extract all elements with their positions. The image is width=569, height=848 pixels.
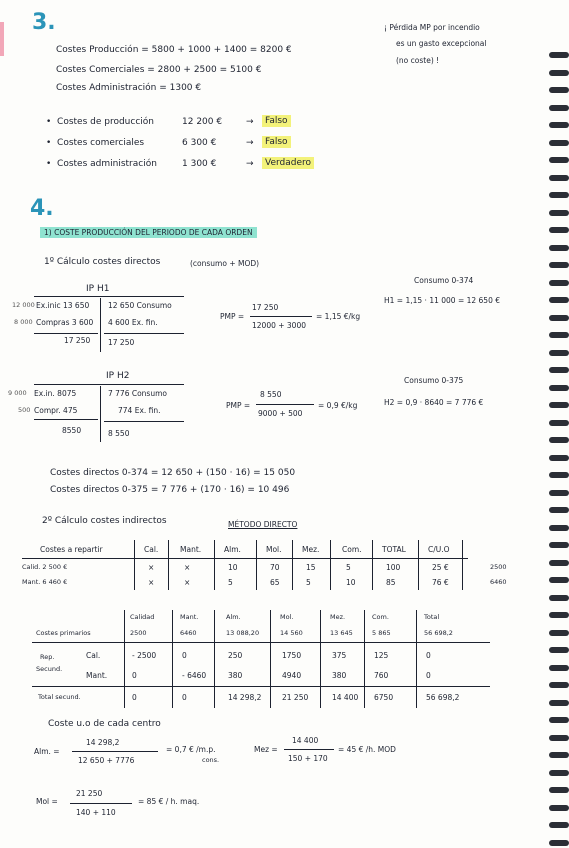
column-header: Total [424, 613, 440, 621]
table-rule [416, 610, 417, 708]
table-rule [134, 540, 135, 590]
consumo-calc: H1 = 1,15 · 11 000 = 12 650 € [384, 296, 501, 305]
row-header: Secund. [36, 665, 63, 673]
table-cell: 10 [346, 578, 356, 587]
q3-note: es un gasto excepcional [396, 39, 487, 48]
question-number-3: 3. [32, 10, 56, 35]
binding-ring [549, 227, 569, 233]
t-account-total: 8 550 [108, 429, 130, 438]
table-cell: 76 € [432, 578, 449, 587]
t-account-entry: Compr. 475 [34, 406, 78, 415]
q3-line: Costes Producción = 5800 + 1000 + 1400 = 8200 € [56, 45, 292, 55]
binding-ring [549, 735, 569, 741]
arrow-icon: → [246, 117, 254, 127]
binding-ring [549, 840, 569, 846]
table-cell: 0 [182, 651, 187, 660]
table-cell: 380 [332, 671, 347, 680]
consumo-label: Consumo 0-374 [414, 276, 474, 285]
formula-result: = 0,7 € /m.p. [166, 745, 216, 754]
table-cell: × [184, 563, 191, 572]
binding-ring [549, 297, 569, 303]
binding-ring [549, 245, 569, 251]
column-header: Alm. [226, 613, 241, 621]
bullet-item: • Costes administración [46, 159, 157, 169]
table-cell: 5 [306, 578, 311, 587]
binding-ring [549, 210, 569, 216]
column-header: Calidad [130, 613, 155, 621]
fraction-denominator: 140 + 110 [76, 808, 116, 817]
table-cell: × [184, 578, 191, 587]
table-cell: 125 [374, 651, 389, 660]
table-cell: 4940 [282, 671, 302, 680]
binding-ring [549, 612, 569, 618]
table-cell: - 2500 [132, 651, 157, 660]
side-value: 6460 [490, 578, 507, 586]
bullet-item: • Costes comerciales [46, 138, 145, 148]
fraction-numerator: 8 550 [260, 390, 282, 399]
table-cell: 375 [332, 651, 347, 660]
fraction-numerator: 14 298,2 [86, 738, 120, 747]
column-header: Mol. [280, 613, 294, 621]
step-title: 1º Cálculo costes directos [44, 257, 161, 267]
binding-ring [549, 367, 569, 373]
outer-value: 500 [18, 406, 31, 414]
table-cell: 0 [426, 671, 431, 680]
formula-label: Mez = [254, 745, 278, 754]
section-heading: 1) COSTE PRODUCCIÓN DEL PERIODO DE CADA ORDEN [40, 227, 257, 238]
verdict: Verdadero [262, 157, 314, 169]
bullet-value: 1 300 € [182, 159, 217, 169]
table-cell: 14 400 [332, 693, 359, 702]
table-rule [292, 540, 293, 590]
bullet-value: 12 200 € [182, 117, 223, 127]
verdict: Falso [262, 115, 291, 127]
table-cell: 25 € [432, 563, 449, 572]
binding-ring [549, 385, 569, 391]
table-cell: 0 [426, 651, 431, 660]
verdict: Falso [262, 136, 291, 148]
table-cell: 70 [270, 563, 280, 572]
direct-cost-line: Costes directos 0-374 = 12 650 + (150 · 16) = 15 050 [50, 468, 296, 478]
table-rule [32, 642, 490, 643]
binding-ring [549, 525, 569, 531]
binding-ring [549, 805, 569, 811]
column-header: TOTAL [382, 545, 406, 554]
table-cell: 15 [306, 563, 316, 572]
column-header: Alm. [224, 545, 241, 554]
binding-ring [549, 770, 569, 776]
fraction-denominator: 12000 + 3000 [252, 321, 306, 330]
binding-ring [549, 665, 569, 671]
fraction-denominator: 12 650 + 7776 [78, 756, 135, 765]
binding-ring [549, 105, 569, 111]
row-header: Cal. [86, 651, 101, 660]
binding-ring [549, 87, 569, 93]
binding-ring [549, 332, 569, 338]
step-title: 2º Cálculo costes indirectos [42, 516, 167, 526]
binding-ring [549, 262, 569, 268]
row-header: Rep. [40, 653, 55, 661]
t-account-total: 17 250 [108, 338, 135, 347]
side-value: 2500 [490, 563, 507, 571]
binding-ring [549, 822, 569, 828]
binding-ring [549, 192, 569, 198]
table-rule [372, 540, 373, 590]
table-rule [168, 540, 169, 590]
table-cell: 6750 [374, 693, 394, 702]
row-header: Calid. 2 500 € [22, 563, 68, 571]
column-header: Com. [372, 613, 389, 621]
table-cell: × [148, 578, 155, 587]
table-cell: 5 [228, 578, 233, 587]
fraction-denominator: 150 + 170 [288, 754, 328, 763]
consumo-label: Consumo 0-375 [404, 376, 464, 385]
t-account-total: 17 250 [64, 336, 91, 345]
binding-ring [549, 595, 569, 601]
table-cell: 13 088,20 [226, 629, 260, 637]
binding-ring [549, 682, 569, 688]
table-cell: 2500 [130, 629, 147, 637]
binding-ring [549, 140, 569, 146]
fraction-denominator: 9000 + 500 [258, 409, 303, 418]
binding-ring [549, 455, 569, 461]
binding-ring [549, 700, 569, 706]
binding-ring [549, 560, 569, 566]
table-cell: - 6460 [182, 671, 207, 680]
table-rule [32, 686, 490, 687]
table-cell: 760 [374, 671, 389, 680]
binding-ring [549, 175, 569, 181]
column-header: Com. [342, 545, 362, 554]
binding-ring [549, 542, 569, 548]
binding-ring [549, 507, 569, 513]
table-cell: 10 [228, 563, 238, 572]
table-cell: 13 645 [330, 629, 353, 637]
column-header: Costes a repartir [40, 545, 103, 554]
t-account-total: 8550 [62, 426, 82, 435]
binding-ring [549, 647, 569, 653]
bullet-value: 6 300 € [182, 138, 217, 148]
table-rule [320, 610, 321, 708]
table-cell: 100 [386, 563, 401, 572]
consumo-calc: H2 = 0,9 · 8640 = 7 776 € [384, 398, 484, 407]
column-header: Mant. [180, 613, 199, 621]
table-cell: 5 [346, 563, 351, 572]
row-header: Costes primarios [36, 629, 91, 637]
fraction-numerator: 14 400 [292, 736, 319, 745]
bullet-item: • Costes de producción [46, 117, 154, 127]
column-header: Mol. [266, 545, 282, 554]
binding-ring [549, 787, 569, 793]
t-account-entry: 12 650 Consumo [108, 301, 172, 310]
method-title: MÉTODO DIRECTO [228, 520, 298, 529]
binding-ring [549, 437, 569, 443]
binding-ring [549, 490, 569, 496]
row-header: Total secund. [38, 693, 81, 701]
table-cell: 1750 [282, 651, 302, 660]
pmp-result: = 1,15 €/kg [316, 312, 361, 321]
table-cell: 0 [182, 693, 187, 702]
table-rule [418, 540, 419, 590]
table-rule [330, 540, 331, 590]
binding-ring [549, 472, 569, 478]
table-cell: × [148, 563, 155, 572]
pmp-label: PMP = [226, 401, 251, 410]
binding-ring [549, 420, 569, 426]
q3-line: Costes Administración = 1300 € [56, 83, 202, 93]
ip-title: IP H1 [86, 284, 110, 294]
binding-ring [549, 70, 569, 76]
arrow-icon: → [246, 138, 254, 148]
column-header: Mez. [302, 545, 320, 554]
table-cell: 21 250 [282, 693, 309, 702]
question-number-4: 4. [30, 196, 54, 221]
outer-value: 9 000 [8, 389, 27, 397]
table-cell: 380 [228, 671, 243, 680]
t-account-entry: 774 Ex. fin. [118, 406, 161, 415]
fraction-numerator: 17 250 [252, 303, 279, 312]
formula-result: = 45 € /h. MOD [338, 745, 396, 754]
formula-unit: cons. [202, 756, 220, 764]
outer-value: 12 000 [12, 301, 35, 309]
t-account-entry: 4 600 Ex. fin. [108, 318, 158, 327]
table-rule [462, 540, 463, 590]
binding-ring [549, 157, 569, 163]
binding-ring [549, 630, 569, 636]
cost-unit-title: Coste u.o de cada centro [48, 719, 161, 729]
t-account-entry: 7 776 Consumo [108, 389, 167, 398]
binding-ring [549, 752, 569, 758]
binding-ring [549, 350, 569, 356]
table-cell: 0 [132, 693, 137, 702]
t-account-entry: Compras 3 600 [36, 318, 94, 327]
formula-label: Mol = [36, 797, 58, 806]
table-rule [22, 558, 468, 559]
pmp-label: PMP = [220, 312, 245, 321]
row-header: Mant. [86, 671, 108, 680]
ip-title: IP H2 [106, 371, 130, 381]
table-rule [214, 610, 215, 708]
outer-value: 8 000 [14, 318, 33, 326]
binding-ring [549, 280, 569, 286]
table-cell: 56 698,2 [426, 693, 460, 702]
column-header: Cal. [144, 545, 159, 554]
table-cell: 14 560 [280, 629, 303, 637]
margin-mark [0, 22, 4, 56]
fraction-numerator: 21 250 [76, 789, 103, 798]
formula-result: = 85 € / h. maq. [138, 797, 200, 806]
table-cell: 85 [386, 578, 396, 587]
table-cell: 250 [228, 651, 243, 660]
table-cell: 6460 [180, 629, 197, 637]
table-rule [364, 610, 365, 708]
q3-note: ¡ Pérdida MP por incendio [384, 23, 480, 32]
pmp-result: = 0,9 €/kg [318, 401, 358, 410]
table-cell: 5 865 [372, 629, 391, 637]
binding-ring [549, 717, 569, 723]
direct-cost-line: Costes directos 0-375 = 7 776 + (170 · 16) = 10 496 [50, 485, 290, 495]
table-rule [124, 610, 125, 708]
row-header: Mant. 6 460 € [22, 578, 68, 586]
table-rule [270, 610, 271, 708]
table-cell: 56 698,2 [424, 629, 453, 637]
arrow-icon: → [246, 159, 254, 169]
column-header: Mez. [330, 613, 346, 621]
binding-ring [549, 52, 569, 58]
table-rule [214, 540, 215, 590]
table-cell: 0 [132, 671, 137, 680]
formula-label: Alm. = [34, 747, 60, 756]
table-rule [256, 540, 257, 590]
column-header: Mant. [180, 545, 202, 554]
t-account-entry: Ex.inic 13 650 [36, 301, 90, 310]
step-note: (consumo + MOD) [190, 259, 260, 268]
binding-ring [549, 402, 569, 408]
binding-ring [549, 122, 569, 128]
q3-note: (no coste) ! [396, 56, 440, 65]
binding-ring [549, 315, 569, 321]
q3-line: Costes Comerciales = 2800 + 2500 = 5100 € [56, 65, 262, 75]
column-header: C/U.O [428, 545, 450, 554]
binding-ring [549, 577, 569, 583]
table-cell: 65 [270, 578, 280, 587]
t-account-entry: Ex.in. 8075 [34, 389, 77, 398]
table-cell: 14 298,2 [228, 693, 262, 702]
table-rule [172, 610, 173, 708]
